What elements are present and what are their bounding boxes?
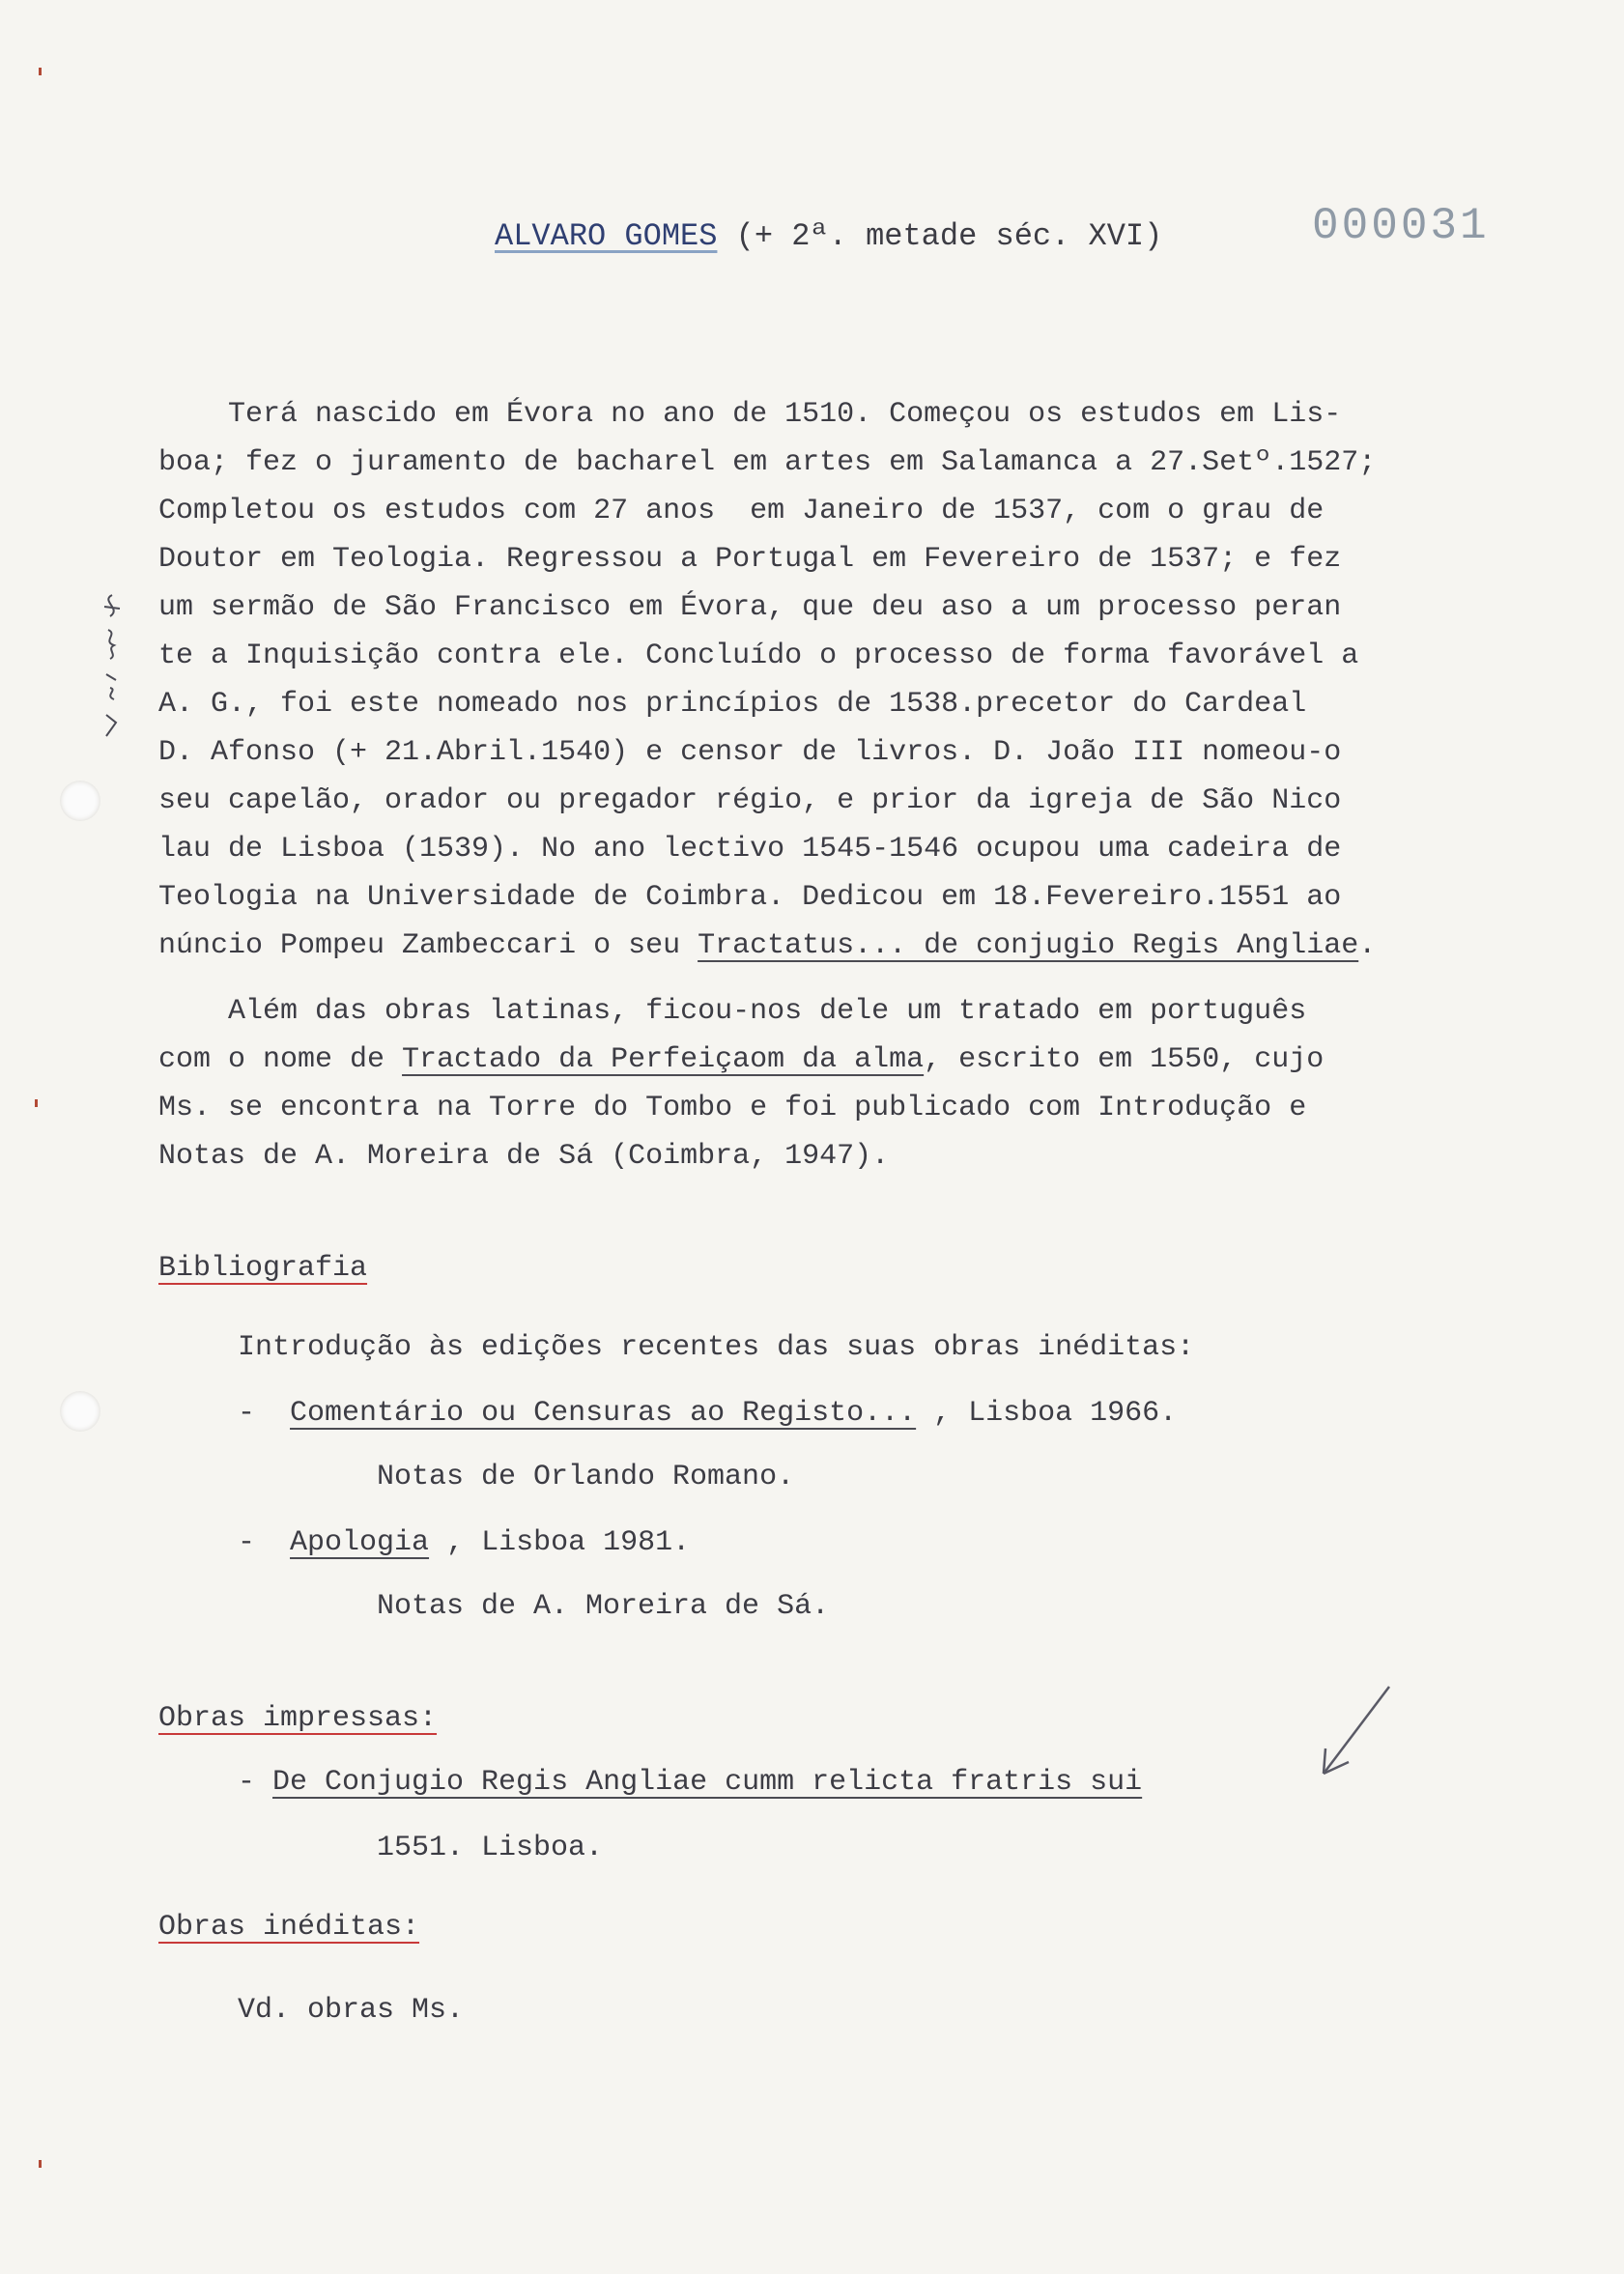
bio-line-12-pre: núncio Pompeu Zambeccari o seu bbox=[158, 929, 698, 962]
work-title-apologia: Apologia bbox=[290, 1526, 430, 1559]
work-title-comentario: Comentário ou Censuras ao Registo... bbox=[290, 1397, 917, 1430]
list-dash: - bbox=[238, 1526, 273, 1559]
para2-line-2-post: , escrito em 1550, cujo bbox=[924, 1043, 1325, 1076]
bio-line-4: Doutor em Teologia. Regressou a Portugal em Fevereiro de 1537; e fez bbox=[158, 543, 1342, 576]
handwritten-margin-note bbox=[93, 591, 131, 746]
archive-number-stamp: 000031 bbox=[1312, 201, 1490, 251]
author-name: ALVARO GOMES bbox=[495, 218, 718, 254]
author-dates: (+ 2ª. metade séc. XVI) bbox=[717, 218, 1163, 254]
para2-line-2 bbox=[158, 1043, 1324, 1076]
bibliografia-item-2 bbox=[238, 1526, 690, 1559]
para2-line-2-pre: com o nome de bbox=[158, 1043, 403, 1076]
bio-line-11: Teologia na Universidade de Coimbra. Dedicou em 18.Fevereiro.1551 ao bbox=[158, 881, 1342, 914]
bibliografia-item-2-rest: , Lisboa 1981. bbox=[429, 1526, 691, 1559]
bio-line-5: um sermão de São Francisco em Évora, que deu aso a um processo peran bbox=[158, 591, 1342, 624]
edge-mark bbox=[35, 1099, 38, 1107]
list-dash: - bbox=[238, 1766, 273, 1799]
edge-mark bbox=[39, 2160, 42, 2168]
section-heading-obras-ineditas: Obras inéditas: bbox=[158, 1911, 420, 1944]
document-title bbox=[495, 218, 1162, 254]
bibliografia-intro: Introdução às edições recentes das suas obras inéditas: bbox=[238, 1331, 1195, 1364]
bio-line-12 bbox=[158, 929, 1376, 962]
bibliografia-item-1-note: Notas de Orlando Romano. bbox=[377, 1461, 795, 1493]
bio-line-10: lau de Lisboa (1539). No ano lectivo 1545-1546 ocupou uma cadeira de bbox=[158, 833, 1342, 866]
bio-line-6: te a Inquisição contra ele. Concluído o processo de forma favorável a bbox=[158, 640, 1359, 672]
bibliografia-item-2-note: Notas de A. Moreira de Sá. bbox=[377, 1590, 830, 1623]
bibliografia-item-1-rest: , Lisboa 1966. bbox=[916, 1397, 1178, 1430]
bio-line-12-post: . bbox=[1358, 929, 1377, 962]
work-title-tractatus: Tractatus... de conjugio Regis Angliae bbox=[698, 929, 1359, 962]
obras-impressas-item bbox=[238, 1766, 1142, 1799]
bio-line-7: A. G., foi este nomeado nos princípios de 1538.precetor do Cardeal bbox=[158, 688, 1307, 721]
section-heading-bibliografia: Bibliografia bbox=[158, 1252, 368, 1285]
bio-line-3: Completou os estudos com 27 anos em Janeiro de 1537, com o grau de bbox=[158, 495, 1325, 527]
punch-hole-top bbox=[60, 781, 100, 821]
handwritten-arrow-icon bbox=[1304, 1681, 1401, 1787]
bio-line-9: seu capelão, orador ou pregador régio, e prior da igreja de São Nico bbox=[158, 784, 1342, 817]
work-title-de-conjugio: De Conjugio Regis Angliae cumm relicta fratris sui bbox=[272, 1766, 1143, 1799]
work-title-tractado: Tractado da Perfeiçaom da alma bbox=[402, 1043, 925, 1076]
obras-impressas-item-date: 1551. Lisboa. bbox=[377, 1832, 604, 1864]
para2-line-3: Ms. se encontra na Torre do Tombo e foi publicado com Introdução e bbox=[158, 1092, 1307, 1124]
para2-line-4: Notas de A. Moreira de Sá (Coimbra, 1947). bbox=[158, 1140, 890, 1173]
para2-line-1: Além das obras latinas, ficou-nos dele um tratado em português bbox=[158, 995, 1307, 1028]
obras-ineditas-item: Vd. obras Ms. bbox=[238, 1994, 465, 2027]
bio-line-1: Terá nascido em Évora no ano de 1510. Começou os estudos em Lis- bbox=[158, 398, 1342, 431]
list-dash: - bbox=[238, 1397, 273, 1430]
edge-mark bbox=[39, 68, 42, 75]
punch-hole-bottom bbox=[60, 1391, 100, 1432]
bibliografia-item-1 bbox=[238, 1397, 1177, 1430]
bio-line-8: D. Afonso (+ 21.Abril.1540) e censor de livros. D. João III nomeou-o bbox=[158, 736, 1342, 769]
section-heading-obras-impressas: Obras impressas: bbox=[158, 1702, 438, 1735]
bio-line-2: boa; fez o juramento de bacharel em artes em Salamanca a 27.Setº.1527; bbox=[158, 446, 1377, 479]
